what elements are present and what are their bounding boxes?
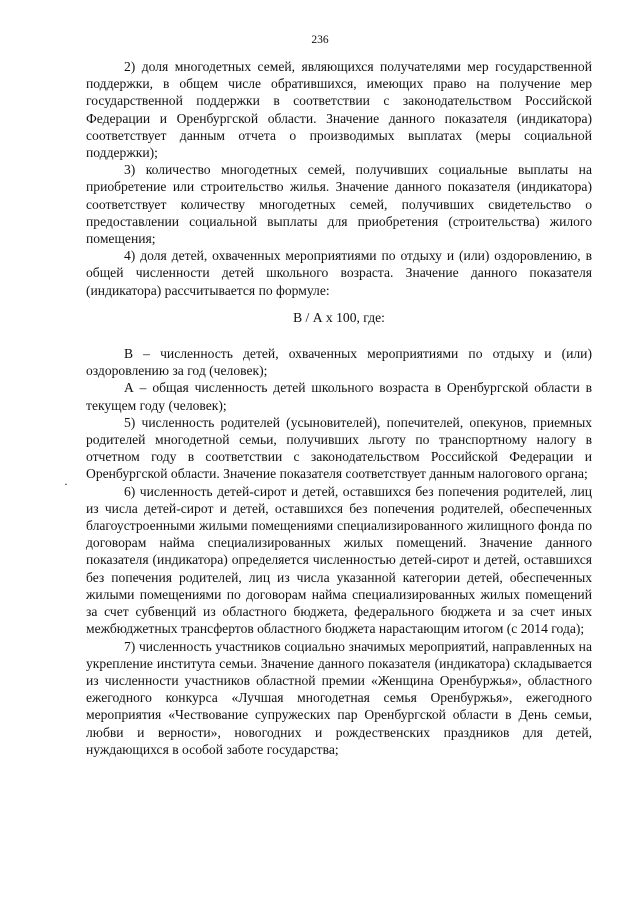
document-body (86, 58, 592, 758)
paragraph-item-6: 6) численность детей-сирот и детей, оставшихся без попечения родителей, лиц из числа детей-сирот и детей, оставшихся без попечения родителей, обеспеченных благоустроенными жилыми помещениями специализированного жилищного фонда по договорам найма специализированных жилых помещений. Значение данного показателя (индикатора) определяется численностью детей-сирот и детей, оставшихся без попечения родителей, лиц из числа указанной категории детей, обеспеченных жилыми помещениями по договорам найма специализированных жилых помещений за счет субвенций из областного бюджета, федерального бюджета и за счет иных межбюджетных трансфертов областного бюджета нарастающим итогом (с 2014 года); (86, 483, 592, 637)
paragraph-item-2: 2) доля многодетных семей, являющихся получателями мер государственной поддержки, в общем числе обратившихся, имеющих право на получение мер государственной поддержки в соответствии с законодательством Российской Федерации и Оренбургской области. Значение данного показателя (индикатора) соответствует данным отчета о производимых выплатах (меры социальной поддержки); (86, 59, 592, 161)
paragraph-item-5: 5) численность родителей (усыновителей), попечителей, опекунов, приемных родителей многодетной семьи, получивших льготу по транспортному налогу в отчетном году в соответствии с законодательством Российской Федерации и Оренбургской области. Значение показателя соответствует данным налогового органа; (86, 414, 592, 482)
definition-b: В – численность детей, охваченных мероприятиями по отдыху и (или) оздоровлению за год (человек); (86, 346, 592, 379)
paragraph-item-7: 7) численность участников социально значимых мероприятий, направленных на укрепление института семьи. Значение данного показателя (индикатора) складывается из численности участников областной премии «Женщина Оренбуржья», областного ежегодного конкурса «Лучшая многодетная семья Оренбуржья», ежегодного мероприятия «Чествование супружеских пар Оренбургской области в День семьи, любви и верности», новогодних и рождественских праздников для детей, нуждающихся в особой заботе государства; (86, 638, 592, 757)
definition-a: А – общая численность детей школьного возраста в Оренбургской области в текущем году (человек); (86, 380, 592, 413)
paragraph-item-3: 3) количество многодетных семей, получивших социальные выплаты на приобретение или строительство жилья. Значение данного показателя (индикатора) соответствует количеству многодетных семей, получивших свидетельство о предоставлении социальной выплаты для приобретения (строительства) жилого помещения; (86, 162, 592, 247)
paragraph-item-4: 4) доля детей, охваченных мероприятиями по отдыху и (или) оздоровлению, в общей численности детей школьного возраста. Значение данного показателя (индикатора) рассчитывается по формуле: (86, 248, 592, 298)
page-number: 236 (311, 34, 329, 46)
formula: В / А х 100, где: (293, 309, 385, 325)
stray-dot-mark: · (64, 477, 68, 491)
